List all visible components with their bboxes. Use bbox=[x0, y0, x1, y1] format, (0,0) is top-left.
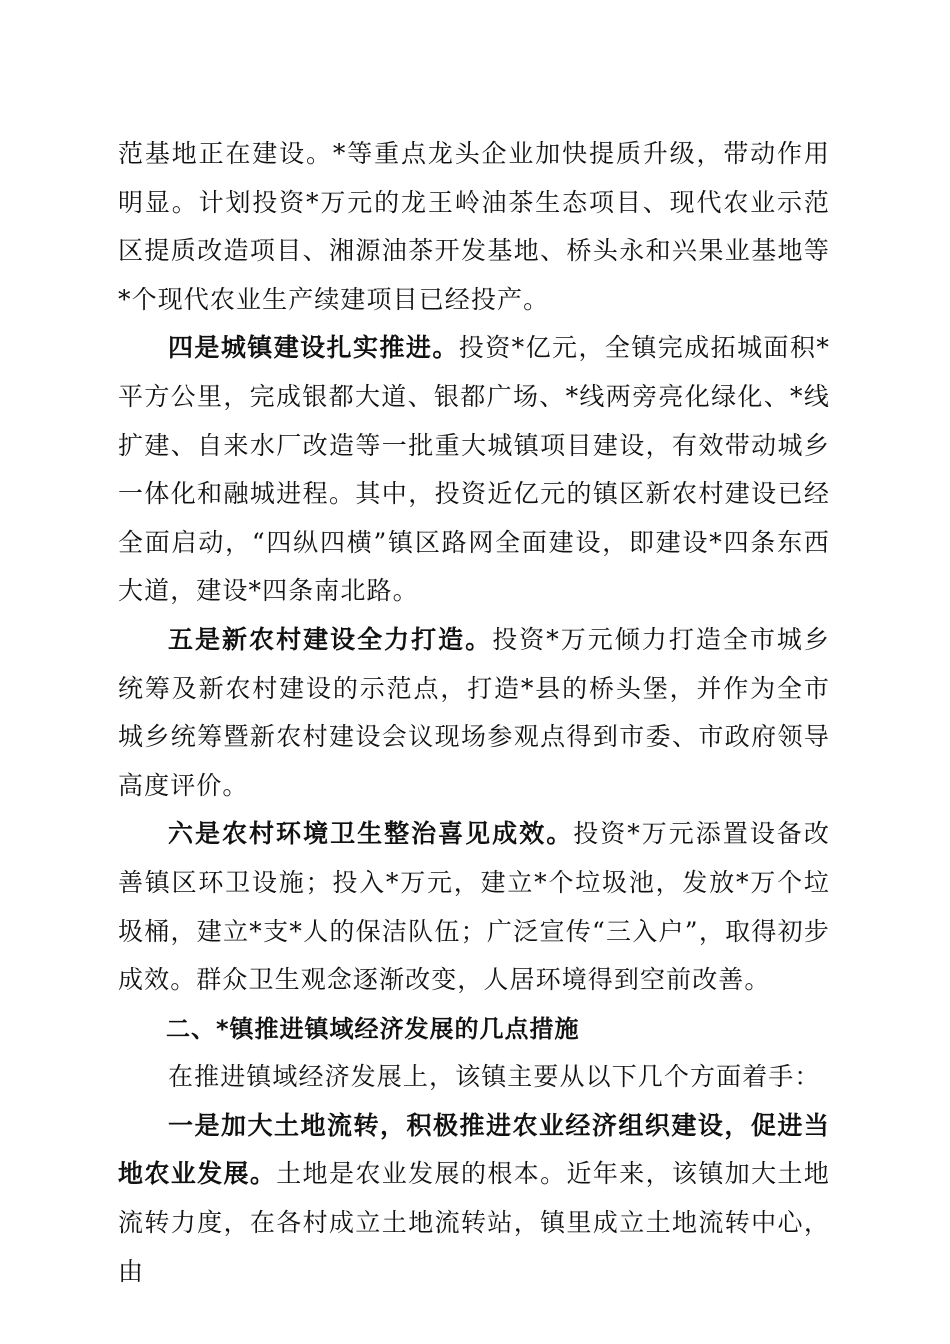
paragraph-continuation bbox=[118, 130, 830, 324]
section-heading: 二、*镇推进镇域经济发展的几点措施 bbox=[166, 1014, 580, 1043]
paragraph-text: 范基地正在建设。*等重点龙头企业加快提质升级，带动作用明显。计划投资*万元的龙王岭油茶生态项目、现代农业示范区提质改造项目、湘源油茶开发基地、桥头永和兴果业基地等*个现代农业生产续建项目已经投产。 bbox=[118, 139, 830, 314]
paragraph-lead: 六是农村环境卫生整治喜见成效。 bbox=[168, 819, 574, 849]
paragraph-land-transfer bbox=[118, 1102, 830, 1296]
document-page bbox=[118, 130, 830, 1296]
paragraph-text: 土地是农业发展的根本。近年来，该镇加大土地流转力度，在各村成立土地流转站，镇里成立土地流转中心，由 bbox=[118, 1159, 830, 1286]
paragraph-lead: 四是城镇建设扎实推进。 bbox=[168, 333, 459, 363]
paragraph-lead: 五是新农村建设全力打造。 bbox=[168, 624, 493, 654]
paragraph-lead: 一是加大土地流转，积极推进农业经济组织建设，促进当地农业发展。 bbox=[118, 1110, 830, 1189]
paragraph-text: 投资*万元添置设备改善镇区环卫设施；投入*万元，建立*个垃圾池，发放*万个垃圾桶，建立*支*人的保洁队伍；广泛宣传“三入户”，取得初步成效。群众卫生观念逐渐改变，人居环境得到空前改善。 bbox=[118, 819, 830, 995]
section-intro: 在推进镇域经济发展上，该镇主要从以下几个方面着手： bbox=[168, 1062, 821, 1092]
paragraph-town-construction bbox=[118, 324, 830, 616]
paragraph-environment bbox=[118, 810, 830, 1004]
paragraph-text: 投资*万元倾力打造全市城乡统筹及新农村建设的示范点，打造*县的桥头堡，并作为全市城乡统筹暨新农村建设会议现场参观点得到市委、市政府领导高度评价。 bbox=[118, 624, 830, 800]
paragraph-new-countryside bbox=[118, 616, 830, 810]
paragraph-text: 投资*亿元，全镇完成拓城面积*平方公里，完成银都大道、银都广场、*线两旁亮化绿化、*线扩建、自来水厂改造等一批重大城镇项目建设，有效带动城乡一体化和融城进程。其中，投资近亿元的镇区新农村建设已经全面启动，“四纵四横”镇区路网全面建设，即建设*四条东西大道，建设*四条南北路。 bbox=[118, 333, 830, 606]
